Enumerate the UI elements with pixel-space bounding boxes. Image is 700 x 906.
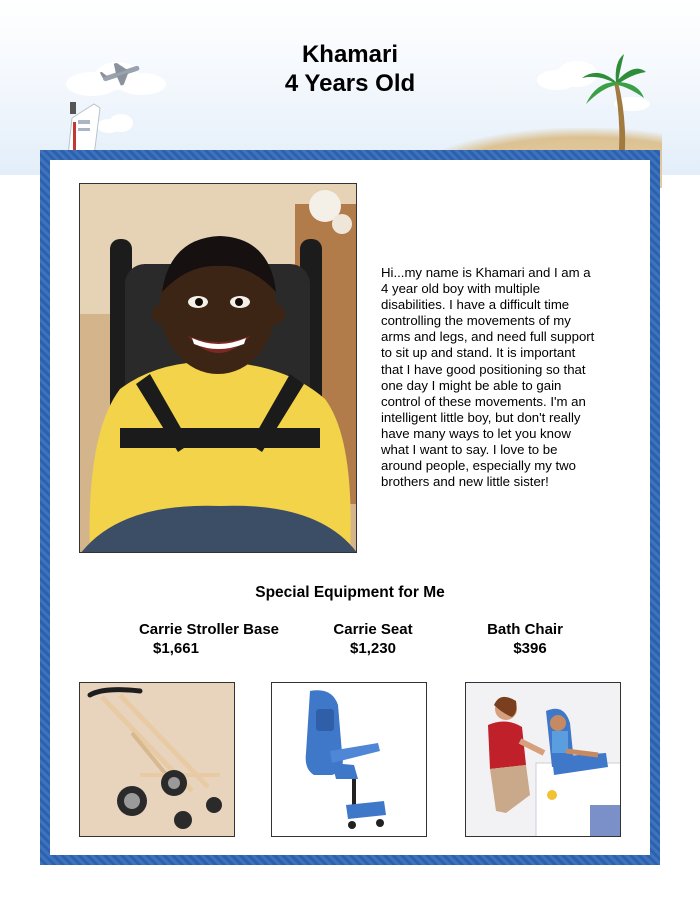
equipment-heading: Special Equipment for Me	[255, 584, 445, 601]
child-name: Khamari	[301, 41, 399, 68]
item-name-stroller: Carrie Stroller Base	[138, 621, 280, 638]
bio-text: Hi...my name is Khamari and I am a 4 year old boy with multiple disabilities. I have a difficult time controlling the movements of my arms and legs, and need full support to sit up and stand. It is important that I have good positioning so that one day I might be able to gain control of these movements. I'm an intelligent little boy, but don't really have many ways to let you know what I want to say. I love to be around people, especially my two brothers and new little sister!	[381, 265, 595, 490]
item-name-bath-chair: Bath Chair	[487, 621, 563, 638]
stroller-base-image	[79, 682, 235, 837]
child-photo	[79, 183, 357, 553]
cruise-ship-icon	[64, 98, 104, 156]
child-age: 4 Years Old	[284, 70, 416, 97]
item-price-seat: $1,230	[350, 640, 396, 657]
carrie-seat-image	[271, 682, 427, 837]
bath-chair-image	[465, 682, 621, 837]
item-price-bath-chair: $396	[513, 640, 547, 657]
item-price-stroller: $1,661	[153, 640, 199, 657]
item-name-seat: Carrie Seat	[333, 621, 413, 638]
